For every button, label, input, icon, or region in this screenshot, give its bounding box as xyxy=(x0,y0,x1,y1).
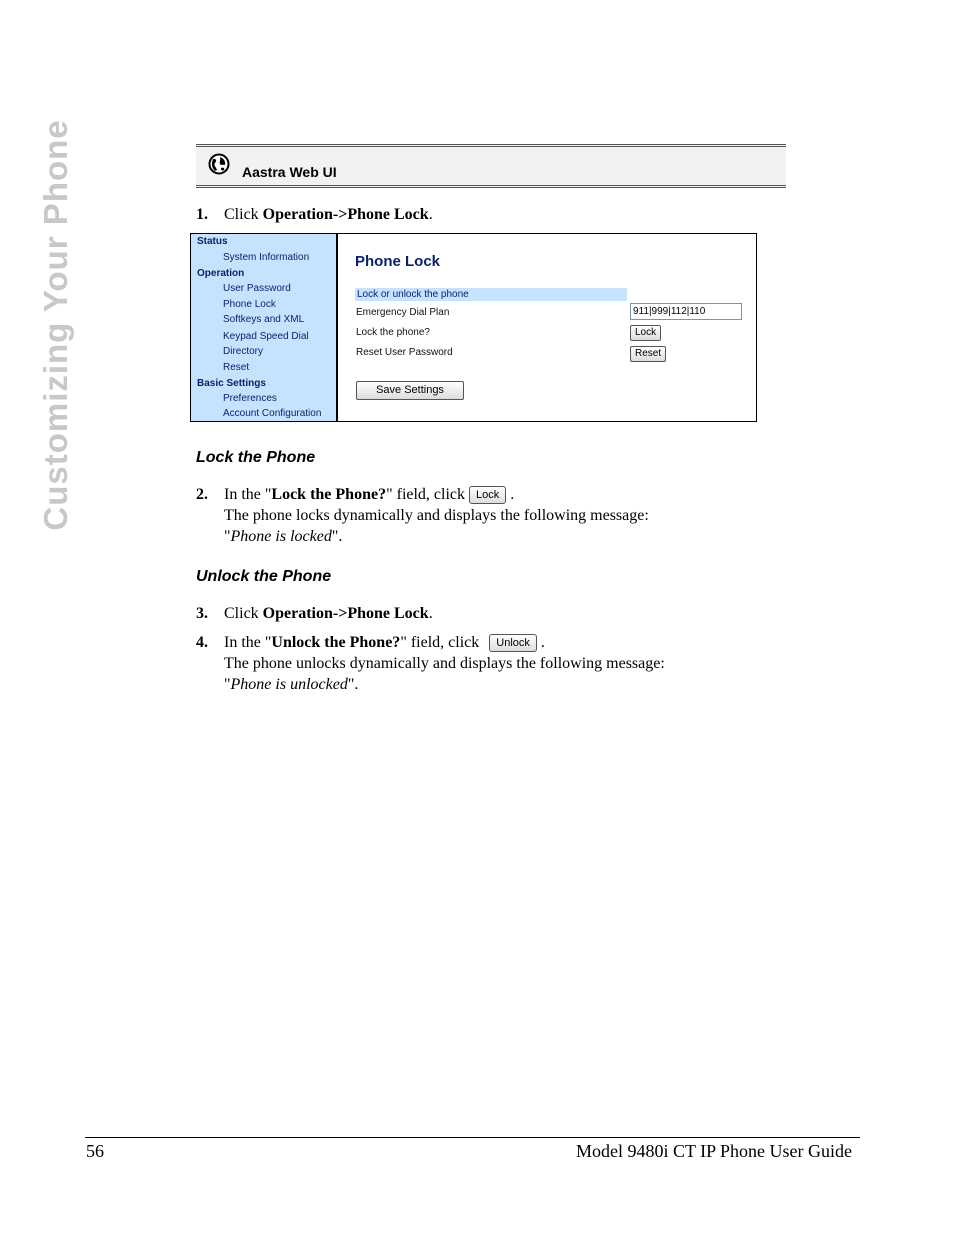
panel-title: Phone Lock xyxy=(355,253,441,270)
phone-lock-panel xyxy=(338,234,756,421)
step-text-mid: " field, click xyxy=(386,486,466,503)
lock-phone-label: Lock the phone? xyxy=(356,327,430,338)
step-number: 3. xyxy=(196,605,208,622)
unlocked-message: Phone is unlocked xyxy=(230,676,348,693)
quote-close: ". xyxy=(331,528,343,545)
reset-button[interactable]: Reset xyxy=(630,346,666,362)
lock-heading: Lock the Phone xyxy=(196,449,316,466)
nav-item-user-password[interactable]: User Password xyxy=(223,283,291,294)
step-text-end: . xyxy=(510,486,515,503)
step-text-end: . xyxy=(428,605,433,622)
reset-password-label: Reset User Password xyxy=(356,347,453,358)
unlock-button-inline: Unlock xyxy=(489,634,537,652)
banner-title: Aastra Web UI xyxy=(242,164,337,180)
step-number: 2. xyxy=(196,486,208,503)
step-number: 4. xyxy=(196,634,208,651)
step-number: 1. xyxy=(196,206,208,223)
nav-group-operation[interactable]: Operation xyxy=(197,268,245,279)
nav-group-status[interactable]: Status xyxy=(197,236,228,247)
nav-item-keypad-speed-dial[interactable]: Keypad Speed Dial xyxy=(223,331,309,342)
web-ui-banner xyxy=(196,144,786,188)
menu-path: Operation->Phone Lock xyxy=(262,206,429,223)
step-text: In the " xyxy=(224,634,272,651)
nav-item-account-configuration[interactable]: Account Configuration xyxy=(223,408,322,419)
menu-path: Operation->Phone Lock xyxy=(262,605,429,622)
nav-item-system-information[interactable]: System Information xyxy=(223,252,310,263)
nav-item-preferences[interactable]: Preferences xyxy=(223,393,277,404)
quote-open: " xyxy=(224,676,231,693)
unlock-heading: Unlock the Phone xyxy=(196,568,332,585)
step-text: Click xyxy=(224,206,263,223)
quote-open: " xyxy=(224,528,231,545)
step-description: The phone locks dynamically and displays the following message: xyxy=(224,507,649,524)
sidebar-nav xyxy=(191,234,338,421)
step-description: The phone unlocks dynamically and displays the following message: xyxy=(224,655,665,672)
footer-rule xyxy=(85,1137,860,1138)
nav-item-softkeys-xml[interactable]: Softkeys and XML xyxy=(223,314,305,325)
lock-button-inline: Lock xyxy=(469,486,506,504)
field-name: Unlock the Phone? xyxy=(271,634,401,651)
step-text: Click xyxy=(224,605,263,622)
step-text-mid: " field, click xyxy=(400,634,480,651)
nav-item-directory[interactable]: Directory xyxy=(223,346,264,357)
step-text-end: . xyxy=(428,206,433,223)
section-header: Lock or unlock the phone xyxy=(355,288,627,301)
nav-group-basic-settings[interactable]: Basic Settings xyxy=(197,378,266,389)
web-ui-screenshot xyxy=(190,233,757,422)
emergency-dial-plan-input[interactable]: 911|999|112|110 xyxy=(630,303,742,320)
emergency-dial-plan-label: Emergency Dial Plan xyxy=(356,307,450,318)
page-number: 56 xyxy=(86,1141,104,1161)
locked-message: Phone is locked xyxy=(230,528,332,545)
lock-button[interactable]: Lock xyxy=(630,325,661,341)
globe-icon xyxy=(208,153,230,175)
step-text-end: . xyxy=(540,634,545,651)
save-settings-button[interactable]: Save Settings xyxy=(356,381,464,400)
guide-title: Model 9480i CT IP Phone User Guide xyxy=(576,1141,852,1161)
field-name: Lock the Phone? xyxy=(271,486,387,503)
quote-close: ". xyxy=(347,676,359,693)
chapter-side-title: Customizing Your Phone xyxy=(37,119,74,531)
nav-item-reset[interactable]: Reset xyxy=(223,362,250,373)
nav-item-phone-lock[interactable]: Phone Lock xyxy=(223,299,276,310)
step-text: In the " xyxy=(224,486,272,503)
